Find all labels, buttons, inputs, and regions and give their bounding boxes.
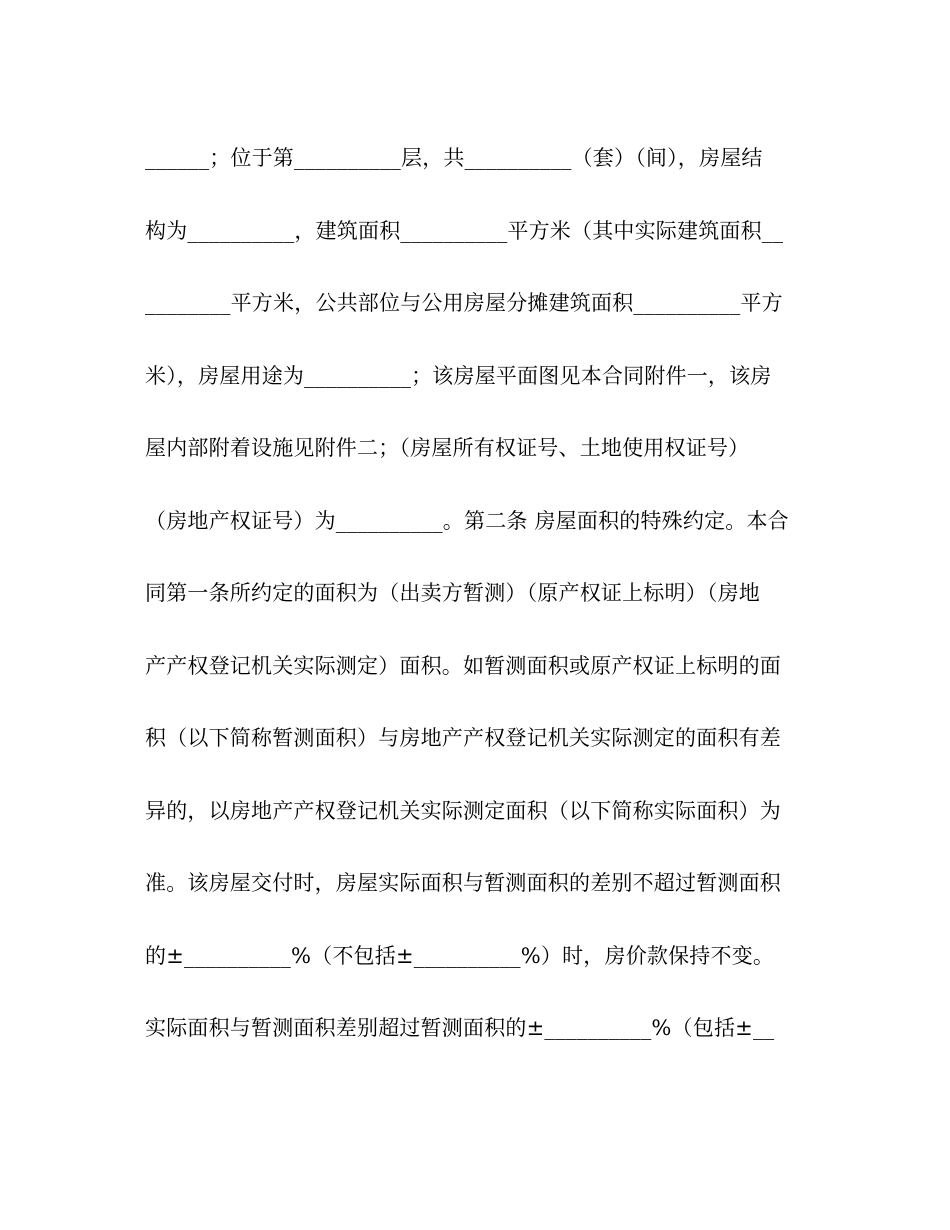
text-line: ______；位于第__________层，共__________（套）（间），房屋结 xyxy=(145,146,763,170)
text-line: 异的，以房地产产权登记机关实际测定面积（以下简称实际面积）为 xyxy=(145,798,781,823)
text-line: ________平方米，公共部位与公用房屋分摊建筑面积__________平方 xyxy=(145,291,783,315)
text-line: 屋内部附着设施见附件二；（房屋所有权证号、土地使用权证号） xyxy=(145,436,750,460)
contract-body-text xyxy=(145,138,805,1081)
text-line: 准。该房屋交付时，房屋实际面积与暂测面积的差别不超过暂测面积 xyxy=(145,871,781,895)
text-line: 积（以下简称暂测面积）与房地产产权登记机关实际测定的面积有差 xyxy=(145,726,781,750)
text-line: 同第一条所约定的面积为（出卖方暂测）（原产权证上标明）（房地 xyxy=(145,581,760,605)
text-line: 实际面积与暂测面积差别超过暂测面积的±__________%（包括±__ xyxy=(145,1016,775,1040)
text-line: 的±__________%（不包括±__________%）时，房价款保持不变。 xyxy=(145,943,775,968)
text-line: 构为__________，建筑面积__________平方米（其中实际建筑面积__ xyxy=(145,218,784,243)
text-line: 产产权登记机关实际测定）面积。如暂测面积或原产权证上标明的面 xyxy=(145,653,781,678)
text-line: （房地产权证号）为__________。第二条 房屋面积的特殊约定。本合 xyxy=(145,508,789,533)
text-line: 米），房屋用途为__________；该房屋平面图见本合同附件一，该房 xyxy=(145,363,772,388)
